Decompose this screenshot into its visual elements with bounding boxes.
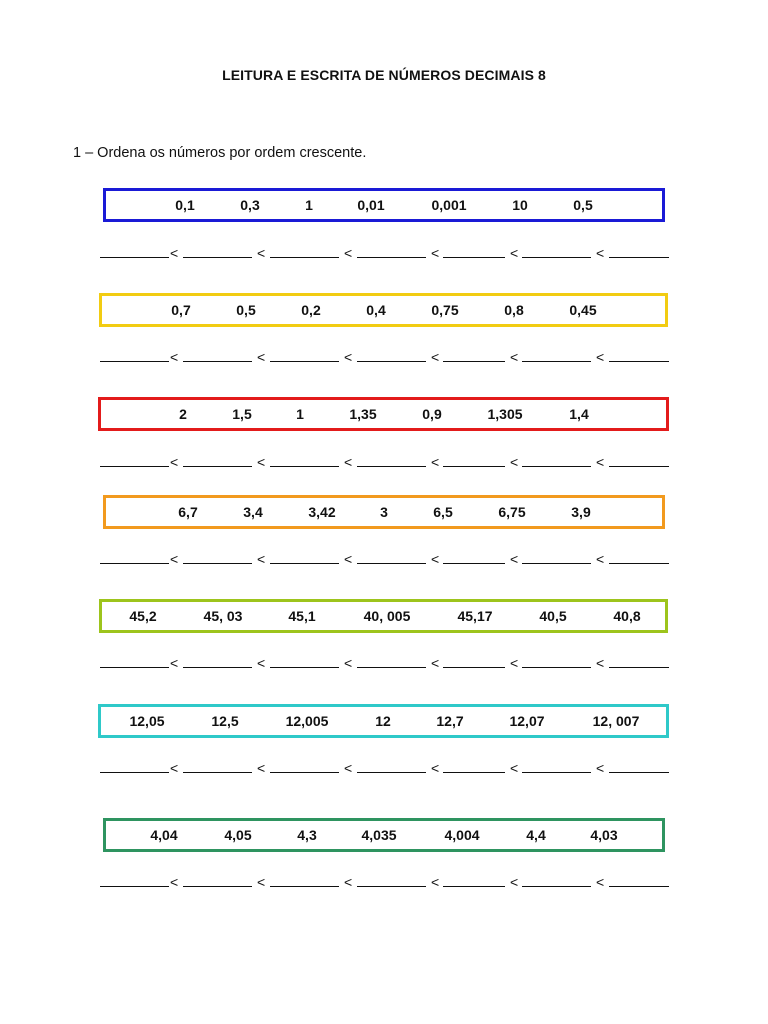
decimal-number: 0,5	[573, 197, 593, 213]
decimal-number: 3,42	[308, 504, 336, 520]
answer-blank[interactable]	[270, 257, 339, 258]
answer-blank[interactable]	[183, 886, 252, 887]
less-than-sign: <	[431, 245, 440, 261]
answer-row	[100, 756, 670, 776]
decimal-number: 4,3	[297, 827, 317, 843]
answer-blank[interactable]	[270, 563, 339, 564]
decimal-number: 0,8	[504, 302, 524, 318]
answer-blank[interactable]	[100, 466, 169, 467]
decimal-number: 6,75	[498, 504, 526, 520]
decimal-number: 12,05	[129, 713, 165, 729]
answer-blank[interactable]	[183, 361, 252, 362]
answer-blank[interactable]	[609, 886, 669, 887]
decimal-number: 4,04	[150, 827, 178, 843]
decimal-number: 4,004	[444, 827, 480, 843]
answer-blank[interactable]	[609, 563, 669, 564]
answer-row	[100, 345, 670, 365]
answer-blank[interactable]	[357, 361, 426, 362]
answer-blank[interactable]	[522, 886, 591, 887]
less-than-sign: <	[170, 454, 179, 470]
decimal-number: 12,5	[211, 713, 239, 729]
answer-blank[interactable]	[443, 772, 505, 773]
answer-blank[interactable]	[100, 563, 169, 564]
answer-blank[interactable]	[357, 886, 426, 887]
answer-row	[100, 870, 670, 890]
less-than-sign: <	[596, 245, 605, 261]
decimal-number: 1,35	[349, 406, 377, 422]
less-than-sign: <	[344, 551, 353, 567]
decimal-number: 4,05	[224, 827, 252, 843]
decimal-number: 10	[512, 197, 528, 213]
worksheet-title: LEITURA E ESCRITA DE NÚMEROS DECIMAIS 8	[222, 67, 546, 83]
answer-blank[interactable]	[357, 772, 426, 773]
decimal-number: 0,7	[171, 302, 191, 318]
number-box	[98, 704, 669, 738]
less-than-sign: <	[596, 655, 605, 671]
answer-blank[interactable]	[270, 667, 339, 668]
less-than-sign: <	[344, 349, 353, 365]
less-than-sign: <	[257, 454, 266, 470]
decimal-number: 0,9	[422, 406, 442, 422]
decimal-number: 3	[380, 504, 388, 520]
answer-blank[interactable]	[183, 667, 252, 668]
number-box	[98, 397, 669, 431]
less-than-sign: <	[596, 551, 605, 567]
decimal-number: 12,005	[285, 713, 329, 729]
answer-blank[interactable]	[522, 466, 591, 467]
decimal-number: 45,1	[288, 608, 316, 624]
less-than-sign: <	[344, 454, 353, 470]
answer-blank[interactable]	[443, 886, 505, 887]
less-than-sign: <	[510, 245, 519, 261]
answer-blank[interactable]	[522, 563, 591, 564]
decimal-number: 3,9	[571, 504, 591, 520]
answer-blank[interactable]	[522, 772, 591, 773]
decimal-number: 4,4	[526, 827, 546, 843]
less-than-sign: <	[431, 454, 440, 470]
less-than-sign: <	[431, 655, 440, 671]
less-than-sign: <	[431, 551, 440, 567]
less-than-sign: <	[170, 874, 179, 890]
decimal-number: 40,5	[539, 608, 567, 624]
decimal-number: 12, 007	[592, 713, 640, 729]
decimal-number: 12,07	[509, 713, 545, 729]
answer-blank[interactable]	[357, 667, 426, 668]
answer-blank[interactable]	[522, 667, 591, 668]
decimal-number: 45,2	[129, 608, 157, 624]
less-than-sign: <	[431, 349, 440, 365]
decimal-number: 0,001	[431, 197, 467, 213]
answer-blank[interactable]	[270, 886, 339, 887]
decimal-number: 12	[375, 713, 391, 729]
answer-blank[interactable]	[357, 257, 426, 258]
answer-blank[interactable]	[609, 361, 669, 362]
answer-blank[interactable]	[100, 772, 169, 773]
answer-blank[interactable]	[609, 466, 669, 467]
answer-blank[interactable]	[100, 886, 169, 887]
answer-blank[interactable]	[270, 466, 339, 467]
number-box	[99, 599, 668, 633]
less-than-sign: <	[510, 760, 519, 776]
less-than-sign: <	[170, 551, 179, 567]
decimal-number: 40, 005	[363, 608, 411, 624]
decimal-number: 1	[296, 406, 304, 422]
answer-blank[interactable]	[522, 361, 591, 362]
decimal-number: 0,3	[240, 197, 260, 213]
exercise-instruction: 1 – Ordena os números por ordem crescente.	[73, 145, 367, 161]
answer-blank[interactable]	[609, 257, 669, 258]
less-than-sign: <	[344, 245, 353, 261]
less-than-sign: <	[510, 655, 519, 671]
decimal-number: 4,03	[590, 827, 618, 843]
less-than-sign: <	[596, 760, 605, 776]
answer-blank[interactable]	[270, 361, 339, 362]
less-than-sign: <	[257, 551, 266, 567]
answer-blank[interactable]	[443, 257, 505, 258]
decimal-number: 45, 03	[203, 608, 243, 624]
less-than-sign: <	[596, 454, 605, 470]
less-than-sign: <	[344, 760, 353, 776]
less-than-sign: <	[431, 874, 440, 890]
decimal-number: 45,17	[457, 608, 493, 624]
decimal-number: 0,4	[366, 302, 386, 318]
answer-blank[interactable]	[100, 257, 169, 258]
answer-blank[interactable]	[183, 563, 252, 564]
decimal-number: 0,5	[236, 302, 256, 318]
less-than-sign: <	[170, 760, 179, 776]
answer-row	[100, 450, 670, 470]
decimal-number: 6,5	[433, 504, 453, 520]
answer-row	[100, 241, 670, 261]
decimal-number: 1,4	[569, 406, 589, 422]
answer-blank[interactable]	[443, 466, 505, 467]
decimal-number: 0,01	[357, 197, 385, 213]
answer-blank[interactable]	[443, 667, 505, 668]
less-than-sign: <	[344, 874, 353, 890]
answer-blank[interactable]	[609, 667, 669, 668]
decimal-number: 0,1	[175, 197, 195, 213]
answer-blank[interactable]	[443, 563, 505, 564]
number-box	[103, 818, 665, 852]
less-than-sign: <	[510, 349, 519, 365]
number-box	[99, 293, 668, 327]
answer-blank[interactable]	[357, 563, 426, 564]
less-than-sign: <	[257, 655, 266, 671]
less-than-sign: <	[257, 349, 266, 365]
decimal-number: 4,035	[361, 827, 397, 843]
answer-row	[100, 547, 670, 567]
less-than-sign: <	[257, 760, 266, 776]
decimal-number: 0,75	[431, 302, 459, 318]
less-than-sign: <	[170, 349, 179, 365]
decimal-number: 40,8	[613, 608, 641, 624]
answer-blank[interactable]	[100, 667, 169, 668]
less-than-sign: <	[431, 760, 440, 776]
answer-blank[interactable]	[522, 257, 591, 258]
answer-row	[100, 651, 670, 671]
answer-blank[interactable]	[357, 466, 426, 467]
less-than-sign: <	[170, 245, 179, 261]
answer-blank[interactable]	[270, 772, 339, 773]
number-box	[103, 188, 665, 222]
less-than-sign: <	[344, 655, 353, 671]
decimal-number: 3,4	[243, 504, 263, 520]
less-than-sign: <	[510, 454, 519, 470]
answer-blank[interactable]	[183, 466, 252, 467]
decimal-number: 0,2	[301, 302, 321, 318]
decimal-number: 1	[305, 197, 313, 213]
less-than-sign: <	[596, 349, 605, 365]
answer-blank[interactable]	[183, 772, 252, 773]
decimal-number: 0,45	[569, 302, 597, 318]
decimal-number: 2	[179, 406, 187, 422]
decimal-number: 1,305	[487, 406, 523, 422]
less-than-sign: <	[510, 874, 519, 890]
less-than-sign: <	[257, 874, 266, 890]
answer-blank[interactable]	[100, 361, 169, 362]
answer-blank[interactable]	[443, 361, 505, 362]
decimal-number: 12,7	[436, 713, 464, 729]
answer-blank[interactable]	[609, 772, 669, 773]
less-than-sign: <	[170, 655, 179, 671]
decimal-number: 6,7	[178, 504, 198, 520]
less-than-sign: <	[510, 551, 519, 567]
answer-blank[interactable]	[183, 257, 252, 258]
less-than-sign: <	[257, 245, 266, 261]
number-box	[103, 495, 665, 529]
decimal-number: 1,5	[232, 406, 252, 422]
less-than-sign: <	[596, 874, 605, 890]
